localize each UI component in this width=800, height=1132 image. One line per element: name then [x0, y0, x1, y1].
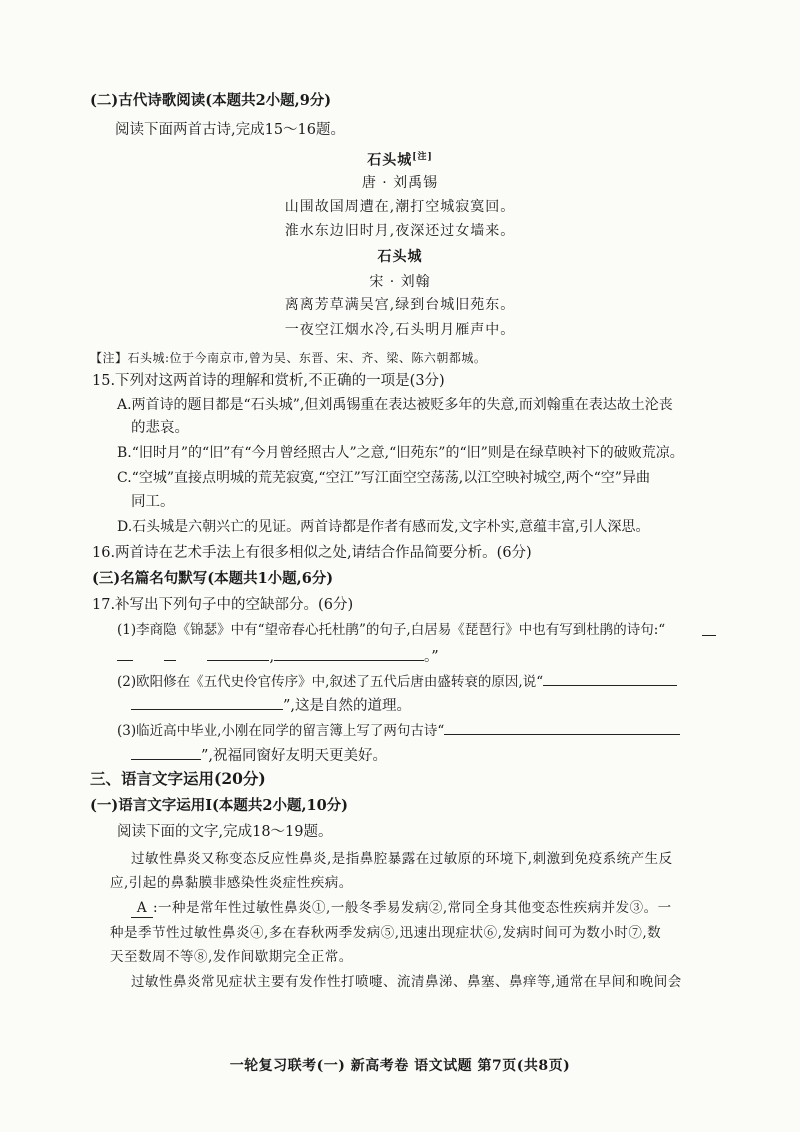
poem-line: 淮水东边旧时月,夜深还过女墙来。 — [284, 223, 516, 239]
answer-blank[interactable] — [164, 646, 176, 661]
poem-line: 山围故国周遭在,潮打空城寂寞回。 — [284, 199, 516, 215]
passage-line: 天至数周不等⑧,发作间歇期完全正常。 — [110, 949, 353, 965]
passage-line: 种是季节性过敏性鼻炎④,多在春秋两季发病⑤,迅速出现症状⑥,发病时间可为数小时⑦,数 — [110, 925, 662, 941]
passage-line: 应,引起的鼻黏膜非感染性炎症性疾病。 — [110, 875, 353, 891]
passage-line: 过敏性鼻炎常见症状主要有发作性打喷嚏、流清鼻涕、鼻塞、鼻痒等,通常在早间和晚间会 — [131, 974, 682, 990]
section-heading: (三)名篇名句默写(本题共1小题,6分) — [92, 570, 334, 587]
option-d: D.石头城是六朝兴亡的见证。两首诗都是作者有感而发,文字朴实,意蕴丰富,引人深思。 — [117, 519, 650, 535]
fill-item-1: (1)李商隐《锦瑟》中有“望帝春心托杜鹃”的句子,白居易《琵琶行》中也有写到杜鹃的诗句:“ — [117, 622, 666, 638]
question-stem: 15.下列对这两首诗的理解和赏析,不正确的一项是(3分) — [92, 373, 445, 389]
option-c-cont: 同工。 — [131, 494, 175, 510]
answer-blank[interactable] — [274, 646, 424, 661]
footnote: 【注】石头城:位于今南京市,曾为吴、东晋、宋、齐、梁、陈六朝都城。 — [90, 351, 487, 365]
poem-author: 唐 · 刘禹锡 — [361, 175, 439, 191]
answer-blank[interactable] — [131, 745, 201, 760]
answer-blank[interactable] — [444, 720, 680, 735]
option-c: C.“空城”直接点明城的荒芜寂寞,“空江”写江面空空荡荡,以江空映衬城空,两个“空”异曲 — [117, 470, 650, 486]
poem-title: 石头城[注] — [367, 152, 433, 169]
fill-item-3-cont: ”,祝福同窗好友明天更美好。 — [131, 745, 387, 765]
instruction-text: 阅读下面两首古诗,完成15～16题。 — [115, 122, 346, 138]
passage-line: 过敏性鼻炎又称变态反应性鼻炎,是指鼻腔暴露在过敏原的环境下,刺激到免疫系统产生反 — [131, 851, 673, 867]
fill-item-2-cont: ”,这是自然的道理。 — [131, 695, 411, 715]
section-heading: 三、语言文字运用(20分) — [90, 769, 266, 788]
section-heading: (二)古代诗歌阅读(本题共2小题,9分) — [90, 92, 332, 109]
fill-item-1-cont: , 。” — [117, 646, 439, 666]
answer-blank[interactable] — [131, 695, 283, 710]
answer-blank-a[interactable]: A — [131, 899, 153, 918]
answer-blank[interactable] — [117, 646, 133, 661]
answer-blank[interactable] — [543, 671, 677, 686]
poem-title: 石头城 — [377, 249, 423, 265]
option-b: B.“旧时月”的“旧”有“今月曾经照古人”之意,“旧苑东”的“旧”则是在绿草映衬下的破败荒凉。 — [117, 445, 684, 461]
page-footer: 一轮复习联考(一) 新高考卷 语文试题 第7页(共8页) — [229, 1058, 571, 1074]
fill-item-2: (2)欧阳修在《五代史伶官传序》中,叙述了五代后唐由盛转衰的原因,说“ — [117, 671, 677, 691]
fill-item-3: (3)临近高中毕业,小刚在同学的留言簿上写了两句古诗“ — [117, 720, 680, 740]
poem-line: 一夜空江烟水冷,石头明月雁声中。 — [284, 322, 516, 338]
answer-blank[interactable] — [702, 621, 716, 636]
option-a: A.两首诗的题目都是“石头城”,但刘禹锡重在表达被贬多年的失意,而刘翰重在表达故土沦丧 — [117, 397, 673, 413]
subsection-heading: (一)语言文字运用Ⅰ(本题共2小题,10分) — [90, 797, 349, 814]
answer-blank[interactable] — [207, 646, 269, 661]
poem-line: 离离芳草满吴宫,绿到台城旧苑东。 — [284, 297, 516, 313]
instruction-text: 阅读下面的文字,完成18～19题。 — [117, 824, 333, 840]
question-17: 17.补写出下列句子中的空缺部分。(6分) — [92, 597, 354, 613]
option-a-cont: 的悲哀。 — [131, 420, 189, 436]
passage-line: A :一种是常年性过敏性鼻炎①,一般冬季易发病②,常同全身其他变态性疾病并发③。一 — [131, 899, 672, 918]
question-16: 16.两首诗在艺术手法上有很多相似之处,请结合作品简要分析。(6分) — [92, 545, 532, 561]
poem-author: 宋 · 刘翰 — [369, 274, 431, 290]
